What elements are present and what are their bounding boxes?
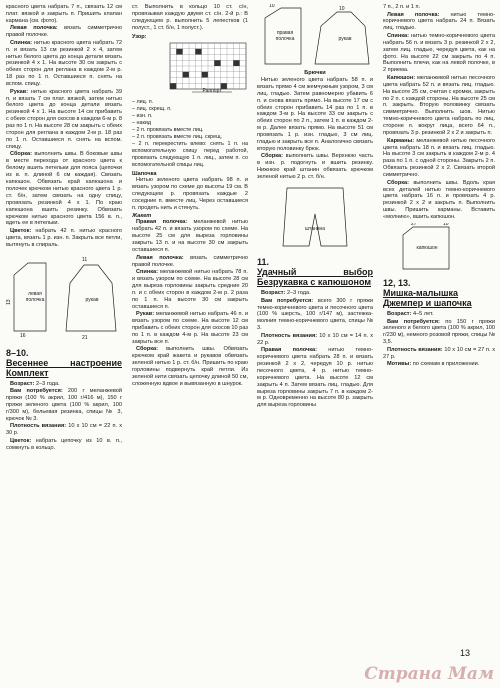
text-span: выполнить швы. Вдоль края всех деталей нитью темно-коричневого цвета набрать 16 п. и провязать 4 р. резинкой 2 х 2 и закрыть п. Выполнить швы. Пришить карманы. Вставить «молнию», вшить капюшон. [383,179,495,221]
text-p [383,347,495,361]
label-bold: Плотность вязания: [387,346,443,353]
text-p [6,381,122,388]
legend-item: – накид [132,119,151,126]
label-bold: Плотность вязания: [10,423,67,430]
text-span: по схемам в приложении. [411,361,480,368]
subsection-title: Брючки [304,70,326,76]
pattern-label: Узор: [132,33,147,40]
hood-diagram [383,223,495,275]
pants-schematic [257,184,373,252]
svg-text:27: 27 [411,223,417,228]
svg-text:13: 13 [6,299,12,305]
svg-text:10: 10 [443,223,449,228]
text-span: нитью красного цвета набрать 39 п. и вязать 7 см плат. вязкой, затем нитью белого цвета до конца детали вязать резинкой 4 х 1. На высоте 14 см прибавить с обеих сторон для скосов в каждом 6-м р. 8 раз по 1 п. На высоте 28 см закрыть с обеих сторон для реглана в каждом 2-м р. 18 раз по 1 п. Оставшиеся п. снять на вспом. спицу. [6,88,122,150]
text-span: нитью темно-коричневого цвета набрать 24 п. Вязать лиц. гладью. [383,11,496,32]
text-span: всего 300 г пряжи темно-коричневого цвета и песочного цвета (100 % шерсть, 100 г/147 м), застежка-молния темно-коричневого цвета, спицы № 3. [257,297,373,332]
text-p [132,255,248,269]
subsection-title: Шапочка [132,170,157,177]
schematic-label: капюшон [416,245,438,252]
svg-text:16: 16 [20,332,26,339]
legend-item: – изн. п. [132,112,153,119]
text-span: вязать симметрично правой полочке. [132,254,248,268]
text-p [257,290,373,297]
text-span: меланжевой нитью набрать 46 п. и вязать узором по схеме. На высоте 12 см прибавить с обеих сторон для скосов 10 раз по 1 п. в каждом 4-м р. На высоте 23 см закрыть все п. [132,311,248,345]
schematic-label: штанина [304,226,326,233]
text-span: 200 г меланжевой пряжи (100 % акрил, 100 г/416 м), 150 г пряжи зеленого цвета (100 % акрил, 100 г/300 м), бельевая резинка, спицы № 3, крючок № 3. [6,388,122,422]
legend-item: – 2 п. перекрестить влево: снять 1 п. на вспомогательную спицу перед работой, провязать следующую 1 п. лиц., затем п. со вспомогательной спицы лиц. [132,140,248,168]
label-bold: Возраст: [10,380,35,387]
rapport-label: Раппорт [202,87,222,94]
column-3 [257,4,373,410]
label-bold: Левая полочка: [10,25,58,32]
text-p [383,75,495,137]
label-bold: Правая полочка: [261,347,318,354]
pattern-diagram [6,253,122,345]
column-2 [132,4,248,388]
text-p [383,33,495,74]
page-number: 13 [459,648,470,658]
label-bold: Спинка: [136,269,159,275]
text-p: красного цвета набрать 7 п., связать 12 см плат. вязкой и закрыть п. Пришить клапан кармана (см. фото). [6,4,122,24]
label-bold: Левая полочка: [136,254,184,261]
text-span: нитью красного цвета набрать 72 п. и вязать 13 см резинкой 2 х 4, затем нитью белого цвета до конца детали вязать резинкой 4 х 1. На высоте 30 см закрыть с обеих сторон для реглана в каждом 2-м р. 18 раз по 1 п. Оставшиеся п. снять на вспом. спицу. [6,39,122,88]
legend-item: – лиц. скрещ. п. [132,105,172,112]
text-p [6,423,122,437]
text-span: меланжевой нитью песочного цвета набрать 52 п. и вязать лиц. гладью. На высоте 25 см, считая с кромки, закрыть по 2 п. с каждой стороны. На высоте 25 см п. закрыть. Вторую половинку связать симметрично. Выполнить шов. Нитью темно-коричневого цвета набрать по лиц. стороне п. вокруг лица, всего 64 п., провязать 3 р. резинкой 2 х 2 и закрыть п. [383,74,495,137]
label-bold: Сборка: [136,346,159,353]
text-span: меланжевой нитью набрать 78 п. и вязать узором по схеме. На высоте 28 см для выреза горловины закрыть средние 20 п. и с обеих сторон в каждом 2-м р. 2 раза по 1 п. На высоте 30 см закрыть оставшиеся п. [132,269,248,310]
text-p [383,12,495,33]
text-span: выполнить швы. В боковые швы в месте перехода от красного цвета к белому вшить петельки для пояса (цепочки из в. п. длиной 6 см каждая). Связать капюшон. Обвязать край капюшона и полочек крючком нитью красного цвета 1 р. ст. б/н, затем связать на одну спицу, провязать резинкой 4 х 1. По краю капюшона вшить резинку. Обвязать крючком нитью красного цвета 156 в. п., вдеть ее в петельки. [6,151,122,227]
label-bold: Рукав: [10,88,29,95]
text-p [132,311,248,346]
text-span: выполнить швы. Верхнюю часть в изн. р. подогнуть и вшить резинку. Нижнюю край штанин обвязать крючком зеленой нитью 2 р. ст. б/н. [257,153,373,181]
schematic-label: левая полочка [25,290,45,303]
text-p [6,25,122,39]
text-p [383,180,495,221]
section-number: 8–10. [6,347,29,358]
text-p [383,319,495,347]
text-span: набрать 42 п. нитью красного цвета, вязать 1 р. изн. п. Закрыть все петли, вытянуть в спираль. [6,227,122,248]
text-p [132,269,248,310]
svg-text:21: 21 [82,334,88,341]
text-p [6,228,122,249]
knit-chart [132,41,248,97]
chart-legend [132,99,248,169]
section-number: 12, 13. [383,278,411,289]
text-p [257,333,373,347]
svg-text:11: 11 [82,256,88,263]
text-p [132,346,248,387]
text-span: меланжевой нитью набрать 42 п. и вязать узором по схеме. На высоте 25 см для выреза горловины закрыть 13 п. и на высоте 30 см закрыть оставшиеся п. [132,219,248,254]
schematic-label: рукав [85,296,99,303]
label-bold: Цветок: [10,437,32,444]
svg-text:10: 10 [269,4,275,9]
text-span: 10 х 10 см = 14 п. х 22 р. [257,332,373,346]
text-span: нитью темно-коричневого цвета набрать 28 п. и вязать резинкой 2 х 2, чередуя 10 р. нитью песочного цвета, 4 р. нитью темно-коричневого цвета. На высоте 12 см закрыть 4 п. Затем вязать лиц. гладью. Для выреза горловины закрыть 7 п. в каждом 2-м р. Одновременно на высоте 80 р. закрыть для выреза горловины [257,347,373,409]
text-p [6,89,122,151]
label-bold: Вам потребуется: [387,318,440,325]
label-bold: Вам потребуется: [261,297,314,304]
text-span: набрать цепочку из 10 в. п., сомкнуть в кольцо. [6,437,122,451]
section-title: Удачный выбор Безрукавка с капюшоном [257,267,373,288]
svg-text:10: 10 [339,6,345,12]
label-bold: Сборка: [261,153,284,160]
text-span: по 150 г пряжи зеленого и белого цвета (100 % акрил, 100 г/230 м), немного розовой пряжи, спицы № 3,5. [383,318,495,346]
text-span: нитью темно-коричневого цвета набрать 56 п. и вязать 3 р. резинкой 2 х 2, затем лиц. гладью, чередуя цвета, как на фото. На высоте 22 см закрыть по 4 п. Выполнить плечи, как на левой полочке, в 2 приема. [383,32,495,74]
text-p [383,311,495,318]
schematic-label: рукав [338,36,352,42]
column-4 [383,4,495,369]
label-bold: Рукав: [136,311,155,318]
text-p [383,361,495,368]
text-span: выполнить швы. Обвязать крючком край жакета и рукавов обвязать зеленой нитью 1 р. ст. б/н. Пришить по краю горловины подвернуть край петли. Из зеленой нити связать цепочку длиной 50 см, сложенную вдвое и вывязанную в шнурок. [132,346,249,387]
label-bold: Цветок: [10,227,32,234]
text-p: ст. Выполнить в кольцо 10 ст. с/н, провязывая каждую двумя ст. с/н. 2-й р.: В следующем р. выполнить 5 лепестков (1 полуст., 1 ст. б/н, 1 полуст.). [132,4,248,31]
pants-diagram [257,184,373,254]
legend-item: – лиц. п. [132,98,154,105]
section-number: 11. [257,257,270,268]
text-span: 10 х 10 см = 27 п. х 27 р. [383,346,495,360]
section-title: Мишка-малышка Джемпер и шапочка [383,288,472,309]
legend-item: – 2 п. провязать вместе лиц. скрещ. [132,133,222,140]
label-bold: Спинка: [10,39,33,46]
knit-chart-grid [132,41,248,95]
label-bold: Вам потребуется: [10,388,63,395]
label-bold: Карманы: [387,137,415,144]
label-bold: Мотивы: [387,361,412,368]
text-span: 2–3 года. [34,380,60,387]
text-p: Нитью зеленого цвета набрать 98 п. и вязать узором по схеме до высоты 19 см. В следующем р. провязать каждые 2 соседние п. вместе лиц. Через оставшиеся п. продеть нить и стянуть. [132,177,248,212]
label-bold: Спинка: [387,32,410,39]
watermark: Страна Мам [364,664,494,684]
text-p [257,153,373,181]
text-p [383,138,495,179]
section-title: Весеннее настроение Комплект [6,357,122,378]
label-bold: Плотность вязания: [261,332,318,339]
legend-item: – 2 п. провязать вместе лиц. [132,126,204,133]
schematic-label: правая полочка [275,30,295,42]
label-bold: Сборка: [10,151,33,158]
label-bold: Капюшон: [387,74,416,81]
label-bold: Правая полочка: [136,219,188,226]
text-span: 2–3 года. [285,290,311,297]
text-span: 4–5 лет. [411,311,434,318]
column-1 [6,4,122,452]
label-bold: Возраст: [261,290,286,297]
text-p [6,438,122,452]
text-span: вязать симметрично правой полочке. [6,25,122,39]
text-p [257,298,373,333]
text-span: меланжевой нитью песочного цвета набрать 18 п. и вязать лиц. гладью. На высоте 3 см закрыть в каждом 2-м р. 4 раза по 1 п. с одной стороны. Закрыть 2 п. Обвязать резинкой 2 х 2. Связать второй симметрично. [383,137,495,179]
text-p [6,151,122,227]
subsection-title: Жакет [132,212,152,219]
text-span: 10 х 10 см = 22 п. х 30 р. [6,423,122,437]
text-p [6,40,122,88]
text-p [132,219,248,254]
text-p: 7 п., 2 п. и 1 п. [383,4,421,10]
text-p [6,388,122,423]
text-p: Нитью зеленого цвета набрать 58 п. и вязать прямо 4 см жемчужным узором, 3 см лиц. гладью. Затем равномерно убавить 6 п. и снова вязать прямо. На высоте 17 см с обеих сторон прибавить 14 раз по 1 п. в каждом 3-м р. На высоте 33 см закрыть с обеих сторон по 2 п., затем 1 п. в каждом 2-м р. Далее вязать прямо. На высоте 51 см провязать 1 р. изн. гладью, 3 см лиц. гладью и закрыть все п. Аналогично связать вторую половинку брюк. [257,76,373,152]
text-p [257,347,373,409]
label-bold: Левая полочка: [387,11,440,18]
label-bold: Возраст: [387,311,412,318]
pattern-diagram [257,4,373,70]
label-bold: Сборка: [387,179,410,186]
